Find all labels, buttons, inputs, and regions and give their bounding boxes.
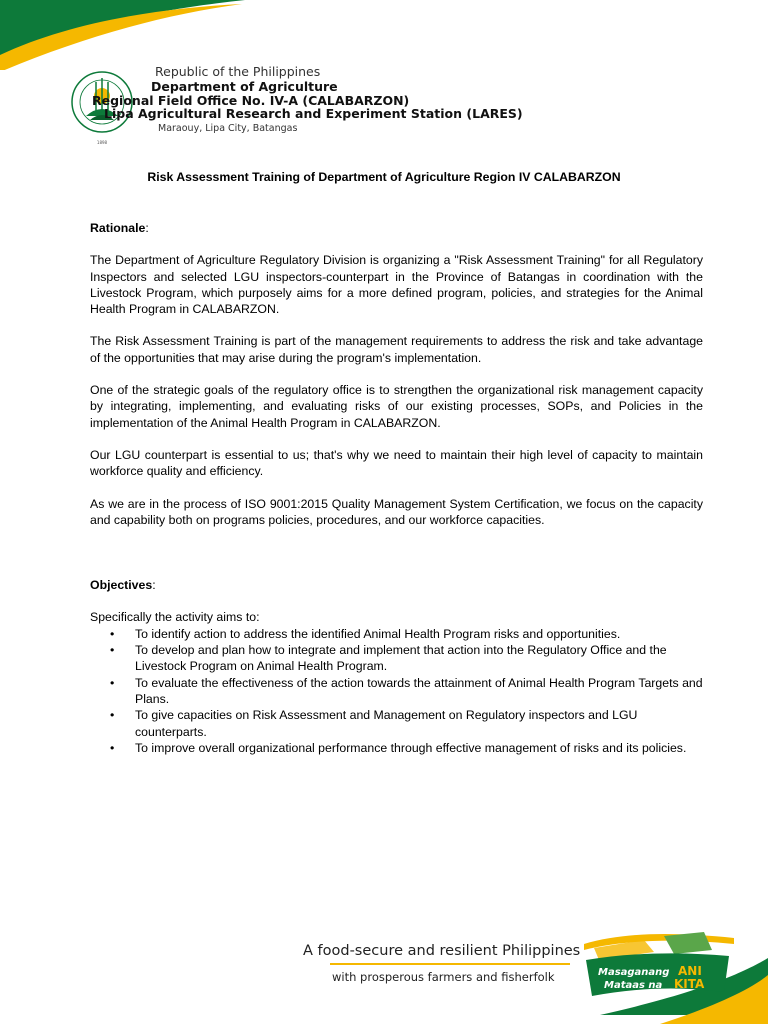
bullet-icon: • (110, 643, 115, 658)
list-item: • To improve overall organizational performance through effective management of risks and its policies. (110, 740, 687, 755)
svg-text:1898: 1898 (96, 140, 108, 145)
rationale-paragraph: As we are in the process of ISO 9001:2015 Quality Management System Certification, we focus on the capacity and capability both on programs policies, procedures, and our workforce capacities. (90, 496, 703, 527)
rationale-paragraph: Our LGU counterpart is essential to us; that's why we need to maintain their high level of capacity to maintain workforce quality and efficiency. (90, 447, 703, 479)
list-item: • To identify action to address the identified Animal Health Program risks and opportunities. (110, 626, 621, 641)
rationale-paragraph: The Department of Agriculture Regulatory Division is organizing a "Risk Assessment Training" for all Regulatory Inspectors and selected LGU inspectors-counterpart in the Province of Batangas in coordination with the Livestock Program, which purposely aims for a more defined program, policies, and strategies for the Animal Health Program in CALABARZON. (90, 253, 703, 317)
list-item: • To give capacities on Risk Assessment and Management on Regulatory inspectors and LGU counterparts. (110, 708, 638, 739)
letterhead-department: Department of Agriculture (151, 79, 338, 94)
rationale-heading: Rationale: (90, 221, 149, 235)
letterhead-address: Maraouy, Lipa City, Batangas (158, 123, 298, 134)
list-item: • To develop and plan how to integrate and implement that action into the Regulatory Office and the Livestock Program on Animal Health Program. (110, 643, 667, 674)
svg-text:ANI: ANI (678, 964, 702, 978)
svg-text:KITA: KITA (674, 977, 705, 991)
letterhead-republic: Republic of the Philippines (155, 64, 321, 79)
rationale-paragraph: The Risk Assessment Training is part of the management requirements to address the risk and take advantage of the opportunities that may arise during the program's implementation. (90, 334, 703, 365)
bullet-icon: • (110, 626, 115, 641)
letterhead-station: Lipa Agricultural Research and Experiment Station (LARES) (104, 106, 523, 121)
footer-tagline-divider (330, 963, 570, 965)
letterhead-regional-office: Regional Field Office No. IV-A (CALABARZON) (92, 93, 410, 108)
svg-text:Masaganang: Masaganang (598, 967, 670, 978)
document-title: Risk Assessment Training of Department of Agriculture Region IV CALABARZON (147, 170, 621, 184)
bullet-icon: • (110, 675, 115, 690)
rationale-paragraph: One of the strategic goals of the regulatory office is to strengthen the organizational risk management capacity by integrating, implementing, and evaluating risks of our existing processes, SOPs, and Policies in the implementation of the Animal Health Program in CALABARZON. (90, 383, 703, 430)
masaganang-ani-logo (584, 930, 734, 1000)
svg-text:Mataas na: Mataas na (604, 980, 663, 991)
bullet-icon: • (110, 740, 115, 755)
objectives-heading: Objectives: (90, 578, 156, 593)
objectives-intro: Specifically the activity aims to: (90, 610, 260, 625)
list-item: • To evaluate the effectiveness of the action towards the attainment of Animal Health Program Targets and Plans. (110, 675, 703, 706)
bullet-icon: • (110, 708, 115, 723)
footer-tagline-main: A food-secure and resilient Philippines (303, 943, 581, 959)
footer-tagline-sub: with prosperous farmers and fisherfolk (332, 970, 555, 984)
